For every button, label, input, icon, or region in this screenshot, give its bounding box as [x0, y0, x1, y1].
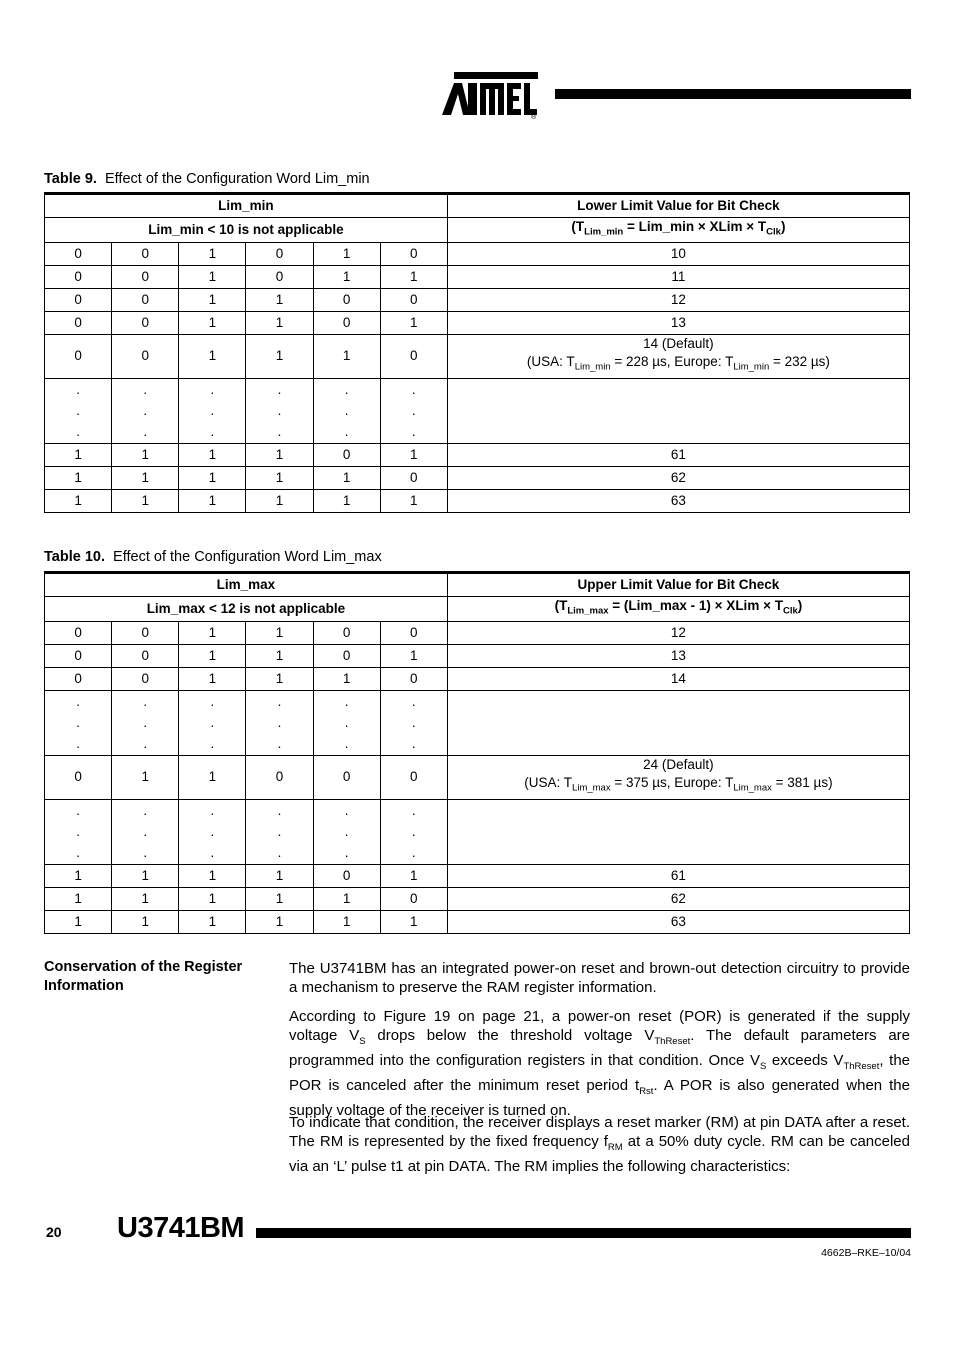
bit-cell: 0	[112, 644, 179, 667]
bit-cell: 1	[179, 621, 246, 644]
bit-cell: 0	[313, 864, 380, 887]
ellipsis-row	[45, 378, 910, 443]
table9-col-header-left: Lim_min	[45, 194, 448, 218]
value-cell: 61	[447, 864, 909, 887]
bit-cell: 1	[179, 288, 246, 311]
bit-cell: 0	[380, 755, 447, 799]
ellipsis-cell: . . .	[45, 690, 112, 755]
ellipsis-value-cell	[447, 378, 909, 443]
default-note: (USA: $T_{Lim\_min} = 228$ µs, Europe: $T_{Lim\_min} = 232$ µs)	[526, 354, 830, 374]
table-row	[45, 443, 910, 466]
section-title: Conservation of the Register Information	[44, 959, 243, 994]
bit-cell: 1	[313, 887, 380, 910]
ellipsis-cell: . . .	[246, 378, 313, 443]
bit-cell: 0	[380, 466, 447, 489]
bit-cell: 1	[313, 667, 380, 690]
bit-cell: 0	[313, 621, 380, 644]
table9-caption: Table 9. Effect of the Configuration Word Lim_min	[44, 171, 370, 187]
bit-cell: 1	[112, 910, 179, 933]
bit-cell: 0	[45, 667, 112, 690]
bit-cell: 1	[45, 443, 112, 466]
bit-cell: 1	[112, 489, 179, 512]
table-row	[45, 489, 910, 512]
bit-cell: 1	[313, 489, 380, 512]
bit-cell: 1	[112, 443, 179, 466]
bit-cell: 1	[380, 644, 447, 667]
ellipsis-cell: . . .	[313, 378, 380, 443]
bit-cell: 1	[246, 621, 313, 644]
value-cell: 13	[447, 311, 909, 334]
value-cell	[447, 334, 909, 378]
table-row	[45, 621, 910, 644]
bit-cell: 1	[45, 466, 112, 489]
table-row	[45, 242, 910, 265]
table-row	[45, 644, 910, 667]
bit-cell: 0	[112, 265, 179, 288]
page-number: 20	[46, 1224, 62, 1240]
ellipsis-value-cell	[447, 799, 909, 864]
value-cell: 11	[447, 265, 909, 288]
svg-text:®: ®	[531, 114, 537, 120]
bit-cell: 0	[45, 311, 112, 334]
bit-cell: 1	[246, 466, 313, 489]
bit-cell: 0	[112, 288, 179, 311]
bit-cell: 1	[313, 466, 380, 489]
atmel-logo	[440, 70, 540, 120]
bit-cell: 1	[179, 443, 246, 466]
table9	[44, 192, 910, 513]
bit-cell: 0	[45, 288, 112, 311]
table-row	[45, 311, 910, 334]
paragraph-3: To indicate that condition, the receiver displays a reset marker (RM) at pin DATA after a reset. The RM is represented by the fixed frequency $f_{RM}$ at a 50% duty cycle. RM can be canceled via an ‘L’ pulse t1 at pin DATA. The RM implies the following characteristics:	[289, 1114, 910, 1175]
bit-cell: 1	[246, 334, 313, 378]
ellipsis-cell: . . .	[112, 378, 179, 443]
table10-subheader-row	[45, 597, 910, 622]
table10-formula: ($T_{Lim\_max}$ = (Lim_max - 1) × XLim × $T_{Clk}$)	[447, 597, 909, 622]
bit-cell: 0	[45, 242, 112, 265]
value-cell: 63	[447, 910, 909, 933]
document-title: U3741BM	[117, 1212, 245, 1244]
table9-header-row	[45, 194, 910, 218]
bit-cell: 1	[112, 466, 179, 489]
table10-subheader-left: Lim_max < 12 is not applicable	[45, 597, 448, 622]
ellipsis-cell: . . .	[313, 799, 380, 864]
bit-cell: 1	[246, 667, 313, 690]
bit-cell: 0	[313, 644, 380, 667]
bit-cell: 1	[246, 489, 313, 512]
ellipsis-cell: . . .	[179, 378, 246, 443]
bit-cell: 1	[380, 489, 447, 512]
bit-cell: 0	[45, 755, 112, 799]
ellipsis-cell: . . .	[380, 378, 447, 443]
bit-cell: 0	[246, 265, 313, 288]
bit-cell: 1	[179, 887, 246, 910]
bit-cell: 1	[179, 265, 246, 288]
table10-col-header-left: Lim_max	[45, 573, 448, 597]
value-cell: 61	[447, 443, 909, 466]
ellipsis-value-cell	[447, 690, 909, 755]
table9-col-header-right: Lower Limit Value for Bit Check	[447, 194, 909, 218]
bit-cell: 0	[380, 242, 447, 265]
bit-cell: 0	[313, 311, 380, 334]
paragraph-1: The U3741BM has an integrated power-on reset and brown-out detection circuitry to provide a mechanism to preserve the RAM register information.	[289, 960, 910, 996]
bit-cell: 0	[112, 667, 179, 690]
default-note: (USA: $T_{Lim\_max} = 375$ µs, Europe: $T_{Lim\_max} = 381$ µs)	[524, 775, 833, 795]
table-row	[45, 667, 910, 690]
bit-cell: 0	[112, 621, 179, 644]
bit-cell: 1	[246, 443, 313, 466]
table-row	[45, 288, 910, 311]
bit-cell: 1	[112, 755, 179, 799]
bit-cell: 1	[246, 887, 313, 910]
ellipsis-cell: . . .	[112, 799, 179, 864]
bit-cell: 1	[246, 910, 313, 933]
bit-cell: 1	[179, 910, 246, 933]
ellipsis-cell: . . .	[45, 378, 112, 443]
table-row	[45, 466, 910, 489]
table10-col-header-right: Upper Limit Value for Bit Check	[447, 573, 909, 597]
bit-cell: 1	[380, 265, 447, 288]
bit-cell: 1	[380, 910, 447, 933]
ellipsis-cell: . . .	[246, 799, 313, 864]
ellipsis-row	[45, 690, 910, 755]
value-cell: 62	[447, 887, 909, 910]
default-value: 24 (Default)	[643, 757, 714, 773]
value-cell	[447, 755, 909, 799]
table-row	[45, 887, 910, 910]
table-row-default	[45, 334, 910, 378]
table9-subheader-left: Lim_min < 10 is not applicable	[45, 218, 448, 243]
table10-header-row	[45, 573, 910, 597]
bit-cell: 1	[246, 864, 313, 887]
bit-cell: 0	[380, 288, 447, 311]
bit-cell: 0	[45, 334, 112, 378]
bit-cell: 1	[313, 910, 380, 933]
bit-cell: 1	[45, 864, 112, 887]
table-row	[45, 265, 910, 288]
value-cell: 63	[447, 489, 909, 512]
ellipsis-cell: . . .	[380, 690, 447, 755]
bit-cell: 0	[313, 755, 380, 799]
bit-cell: 1	[179, 864, 246, 887]
value-cell: 10	[447, 242, 909, 265]
table9-formula: ($T_{Lim\_min}$ = Lim_min × XLim × $T_{Clk}$)	[447, 218, 909, 243]
bit-cell: 1	[112, 864, 179, 887]
bit-cell: 1	[179, 311, 246, 334]
table10-caption: Table 10. Effect of the Configuration Word Lim_max	[44, 549, 382, 565]
table-row-default	[45, 755, 910, 799]
value-cell: 12	[447, 288, 909, 311]
bit-cell: 0	[45, 621, 112, 644]
bit-cell: 0	[380, 667, 447, 690]
bit-cell: 0	[313, 288, 380, 311]
bit-cell: 0	[45, 265, 112, 288]
table-row	[45, 910, 910, 933]
bit-cell: 1	[45, 887, 112, 910]
bit-cell: 0	[112, 334, 179, 378]
value-cell: 12	[447, 621, 909, 644]
table10	[44, 571, 910, 934]
bit-cell: 1	[45, 910, 112, 933]
bit-cell: 0	[112, 242, 179, 265]
ellipsis-cell: . . .	[246, 690, 313, 755]
ellipsis-cell: . . .	[45, 799, 112, 864]
value-cell: 13	[447, 644, 909, 667]
bit-cell: 0	[380, 334, 447, 378]
footer-rule	[256, 1228, 911, 1238]
table9-subheader-row	[45, 218, 910, 243]
bit-cell: 1	[179, 242, 246, 265]
bit-cell: 1	[112, 887, 179, 910]
bit-cell: 0	[246, 755, 313, 799]
bit-cell: 1	[179, 489, 246, 512]
bit-cell: 1	[179, 334, 246, 378]
bit-cell: 1	[179, 755, 246, 799]
bit-cell: 1	[45, 489, 112, 512]
ellipsis-cell: . . .	[179, 690, 246, 755]
bit-cell: 1	[313, 265, 380, 288]
bit-cell: 1	[246, 311, 313, 334]
bit-cell: 0	[313, 443, 380, 466]
ellipsis-cell: . . .	[112, 690, 179, 755]
ellipsis-cell: . . .	[313, 690, 380, 755]
bit-cell: 1	[313, 242, 380, 265]
document-code: 4662B–RKE–10/04	[821, 1247, 911, 1259]
header-rule	[555, 89, 911, 99]
ellipsis-cell: . . .	[380, 799, 447, 864]
default-value: 14 (Default)	[643, 336, 714, 352]
bit-cell: 1	[246, 288, 313, 311]
paragraph-2: According to Figure 19 on page 21, a power-on reset (POR) is generated if the supply voltage $V_S$ drops below the threshold voltage $V_{ThReset}$. The default parameters are programmed into the configuration registers in that condition. Once $V_S$ exceeds $V_{ThReset}$, the POR is canceled after the minimum reset period $t_{Rst}$. A POR is also generated when the supply voltage of the receiver is turned on.	[289, 1008, 911, 1119]
bit-cell: 0	[380, 887, 447, 910]
bit-cell: 0	[246, 242, 313, 265]
bit-cell: 1	[179, 466, 246, 489]
table-row	[45, 864, 910, 887]
bit-cell: 1	[179, 644, 246, 667]
bit-cell: 0	[112, 311, 179, 334]
bit-cell: 0	[45, 644, 112, 667]
ellipsis-cell: . . .	[179, 799, 246, 864]
bit-cell: 0	[380, 621, 447, 644]
value-cell: 14	[447, 667, 909, 690]
bit-cell: 1	[246, 644, 313, 667]
value-cell: 62	[447, 466, 909, 489]
bit-cell: 1	[380, 443, 447, 466]
bit-cell: 1	[179, 667, 246, 690]
bit-cell: 1	[380, 864, 447, 887]
ellipsis-row	[45, 799, 910, 864]
bit-cell: 1	[313, 334, 380, 378]
bit-cell: 1	[380, 311, 447, 334]
